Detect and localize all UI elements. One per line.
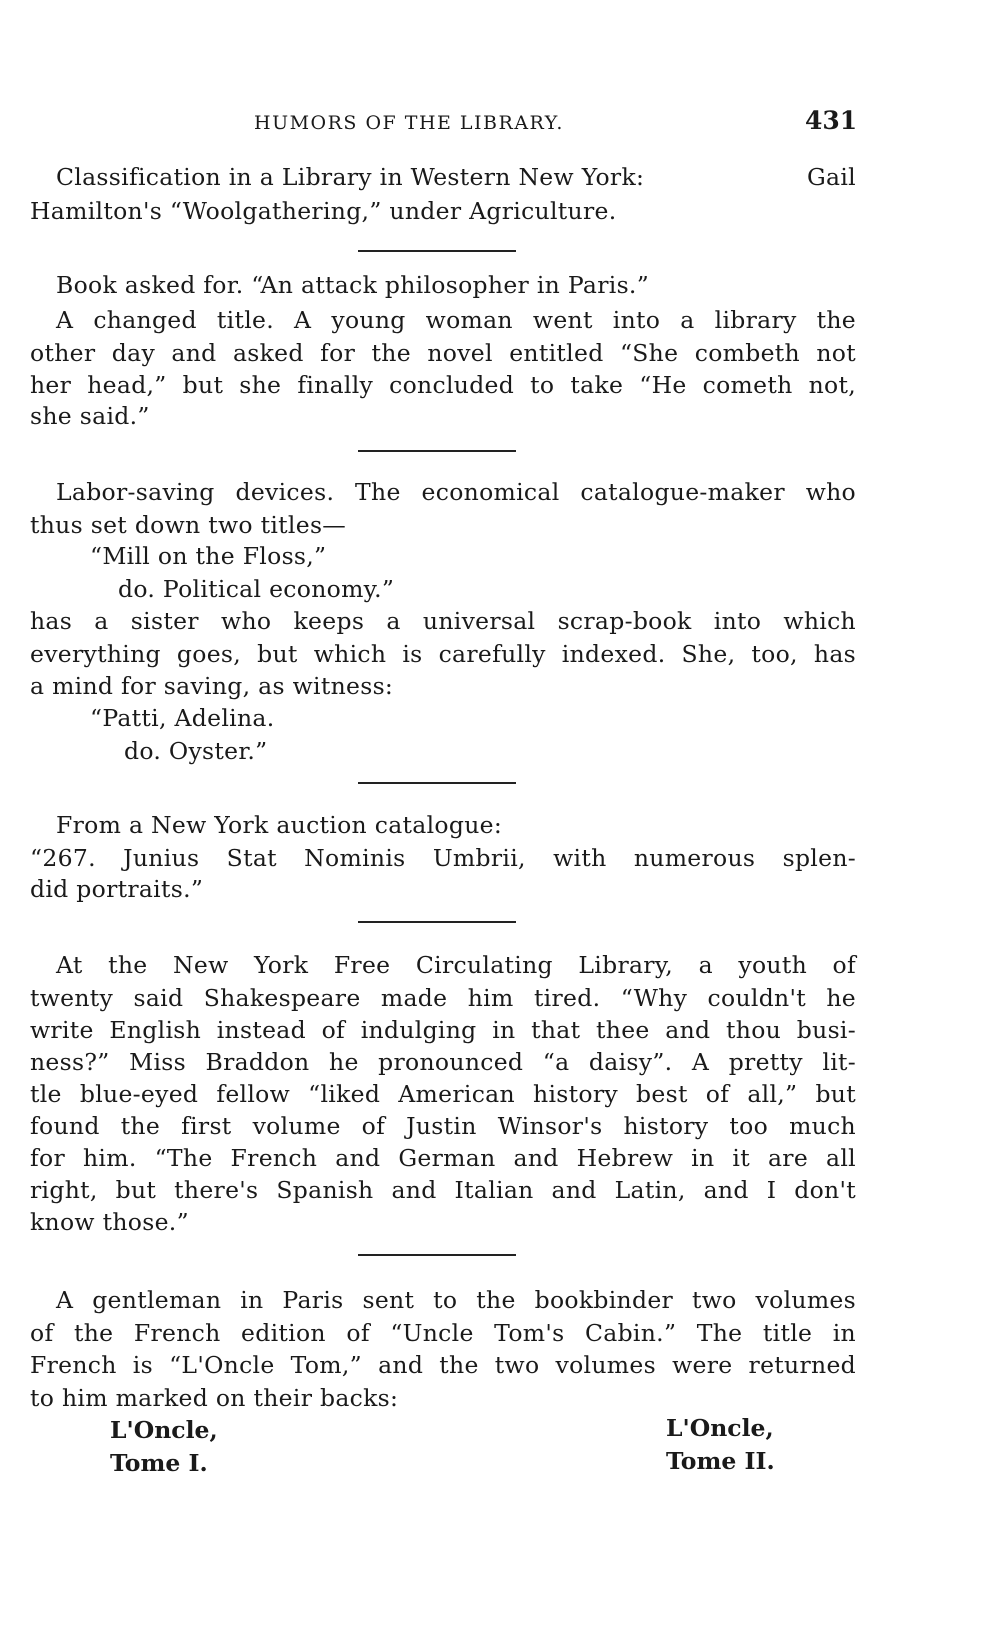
left-spine-label: L'Oncle, — [110, 1416, 218, 1444]
paragraph-line: a mind for saving, as witness: — [30, 672, 394, 700]
paragraph-line: of the French edition of “Uncle Tom's Cabin.” The title in — [30, 1319, 856, 1347]
page-number: 431 — [805, 106, 858, 135]
paragraph-line: A gentleman in Paris sent to the bookbinder two volumes — [56, 1286, 856, 1314]
text-segment: Classification in a Library in Western New York: — [56, 163, 645, 191]
paragraph-line: did portraits.” — [30, 875, 204, 903]
section-divider — [358, 1254, 516, 1256]
paragraph-line: thus set down two titles— — [30, 511, 347, 539]
paragraph-line: for him. “The French and German and Hebrew in it are all — [30, 1144, 856, 1172]
paragraph-line: has a sister who keeps a universal scrap-book into which — [30, 607, 856, 635]
right-spine-label: L'Oncle, — [666, 1414, 774, 1442]
paragraph-line: right, but there's Spanish and Italian and Latin, and I don't — [30, 1176, 856, 1204]
paragraph-line: Labor-saving devices. The economical catalogue-maker who — [56, 478, 856, 506]
paragraph-line: Hamilton's “Woolgathering,” under Agriculture. — [30, 197, 617, 225]
paragraph-line: to him marked on their backs: — [30, 1384, 399, 1412]
paragraph-line: tle blue-eyed fellow “liked American history best of all,” but — [30, 1080, 856, 1108]
paragraph-line: she said.” — [30, 402, 150, 430]
paragraph-line: other day and asked for the novel entitled “She combeth not — [30, 339, 856, 367]
paragraph-line: “267. Junius Stat Nominis Umbrii, with numerous splen- — [30, 844, 856, 872]
paragraph-line: found the first volume of Justin Winsor's history too much — [30, 1112, 856, 1140]
paragraph-line: do. Oyster.” — [124, 737, 268, 765]
paragraph-line — [56, 162, 856, 192]
paragraph-line: her head,” but she finally concluded to take “He cometh not, — [30, 371, 856, 399]
right-spine-volume: Tome II. — [666, 1447, 775, 1475]
running-head — [0, 106, 1000, 142]
paragraph-line: A changed title. A young woman went into a library the — [56, 306, 856, 334]
paragraph-line: know those.” — [30, 1208, 189, 1236]
paragraph-line: At the New York Free Circulating Library, a youth of — [56, 951, 856, 979]
section-divider — [358, 921, 516, 923]
paragraph-line: do. Political economy.” — [118, 575, 395, 603]
paragraph-line: write English instead of indulging in that thee and thou busi- — [30, 1016, 856, 1044]
paragraph-line: French is “L'Oncle Tom,” and the two volumes were returned — [30, 1351, 856, 1379]
paragraph-line: From a New York auction catalogue: — [56, 811, 503, 839]
section-divider — [358, 250, 516, 252]
paragraph-line: “Patti, Adelina. — [90, 704, 275, 732]
paragraph-line: twenty said Shakespeare made him tired. “Why couldn't he — [30, 984, 856, 1012]
left-spine-volume: Tome I. — [110, 1449, 208, 1477]
paragraph-line: everything goes, but which is carefully indexed. She, too, has — [30, 640, 856, 668]
running-title: HUMORS OF THE LIBRARY. — [254, 112, 564, 134]
section-divider — [358, 450, 516, 452]
paragraph-line: ness?” Miss Braddon he pronounced “a daisy”. A pretty lit- — [30, 1048, 856, 1076]
section-divider — [358, 782, 516, 784]
text-segment: Gail — [806, 163, 856, 191]
paragraph-line: Book asked for. “An attack philosopher in Paris.” — [56, 271, 650, 299]
paragraph-line: “Mill on the Floss,” — [90, 542, 327, 570]
